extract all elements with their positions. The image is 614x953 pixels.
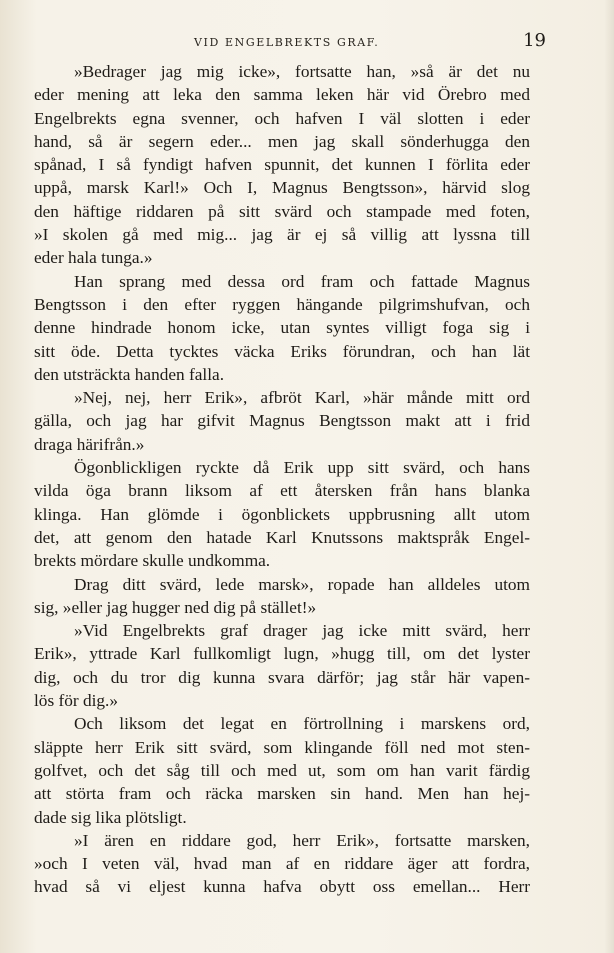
text-line: eder hala tunga.» [34, 248, 153, 268]
text-line: sig, »eller jag hugger ned dig på stället!» [34, 597, 317, 617]
text-line: eder mening att leka den samma leken här vid Örebro med [34, 85, 530, 105]
body-text [34, 60, 530, 899]
text-line: Han sprang med dessa ord fram och fattade Magnus [74, 271, 530, 291]
text-line: klinga. Han glömde i ögonblickets uppbrusning allt utom [34, 504, 530, 524]
text-line: »I ären en riddare god, herr Erik», fortsatte marsken, [74, 830, 530, 850]
text-line: »Vid Engelbrekts graf drager jag icke mitt svärd, herr [74, 621, 530, 641]
text-line: golfvet, och det såg till och med ut, som om han varit färdig [34, 760, 530, 780]
text-line: sitt öde. Detta tycktes väcka Eriks förundran, och han lät [34, 341, 530, 361]
text-line: Ögonblickligen ryckte då Erik upp sitt svärd, och hans [74, 458, 530, 478]
text-line: »I skolen gå med mig... jag är ej så villig att lyssna till [34, 225, 530, 245]
text-line: hvad så vi eljest kunna hafva obytt oss emellan... Herr [34, 877, 530, 897]
page-number: 19 [523, 30, 546, 51]
text-line: den utsträckta handen falla. [34, 364, 225, 384]
text-line: Och liksom det legat en förtrollning i marskens ord, [74, 714, 530, 734]
text-line: dig, och du tror dig kunna svara därför; jag står här vapen- [34, 667, 530, 687]
text-line: Drag ditt svärd, lede marsk», ropade han alldeles utom [74, 574, 530, 594]
text-line: det, att genom den hatade Karl Knutssons maktspråk Engel- [34, 527, 530, 547]
text-line: draga härifrån.» [34, 434, 145, 454]
text-line: Bengtsson i den efter ryggen hängande pilgrimshufvan, och [34, 294, 530, 314]
text-line: hand, så är segern eder... men jag skall sönderhugga den [34, 131, 530, 151]
text-line: lös för dig.» [34, 691, 119, 711]
text-line: gälla, och jag har gifvit Magnus Bengtsson makt att i frid [34, 411, 530, 431]
text-line: spånad, I så fyndigt hafven spunnit, det kunnen I förlita eder [34, 155, 530, 175]
page-edge-shadow [604, 0, 614, 953]
running-title: VID ENGELBREKTS GRAF. [194, 36, 380, 49]
text-line: brekts mördare skulle undkomma. [34, 551, 271, 571]
text-line: vilda öga brann liksom af ett återsken från hans blanka [34, 481, 530, 501]
page-header [34, 30, 546, 56]
text-line: släppte herr Erik sitt svärd, som klingande föll ned mot sten- [34, 737, 530, 757]
text-line: Engelbrekts egna svenner, och hafven I väl slotten i eder [34, 108, 530, 128]
text-line: denne hindrade honom icke, utan syntes villigt foga sig i [34, 318, 530, 338]
text-line: Erik», yttrade Karl fullkomligt lugn, »hugg till, om det lyster [34, 644, 530, 664]
text-line: »Nej, nej, herr Erik», afbröt Karl, »här månde mitt ord [74, 388, 530, 408]
text-line: att störta fram och räcka marsken sin hand. Men han hej- [34, 784, 530, 804]
text-line: uppå, marsk Karl!» Och I, Magnus Bengtsson», härvid slog [34, 178, 530, 198]
text-line: den häftige riddaren på sitt svärd och stampade med foten, [34, 201, 530, 221]
text-line: »och I veten väl, hvad man af en riddare äger att fordra, [34, 854, 530, 874]
text-line: »Bedrager jag mig icke», fortsatte han, »så är det nu [74, 62, 530, 81]
text-line: dade sig lika plötsligt. [34, 807, 187, 827]
